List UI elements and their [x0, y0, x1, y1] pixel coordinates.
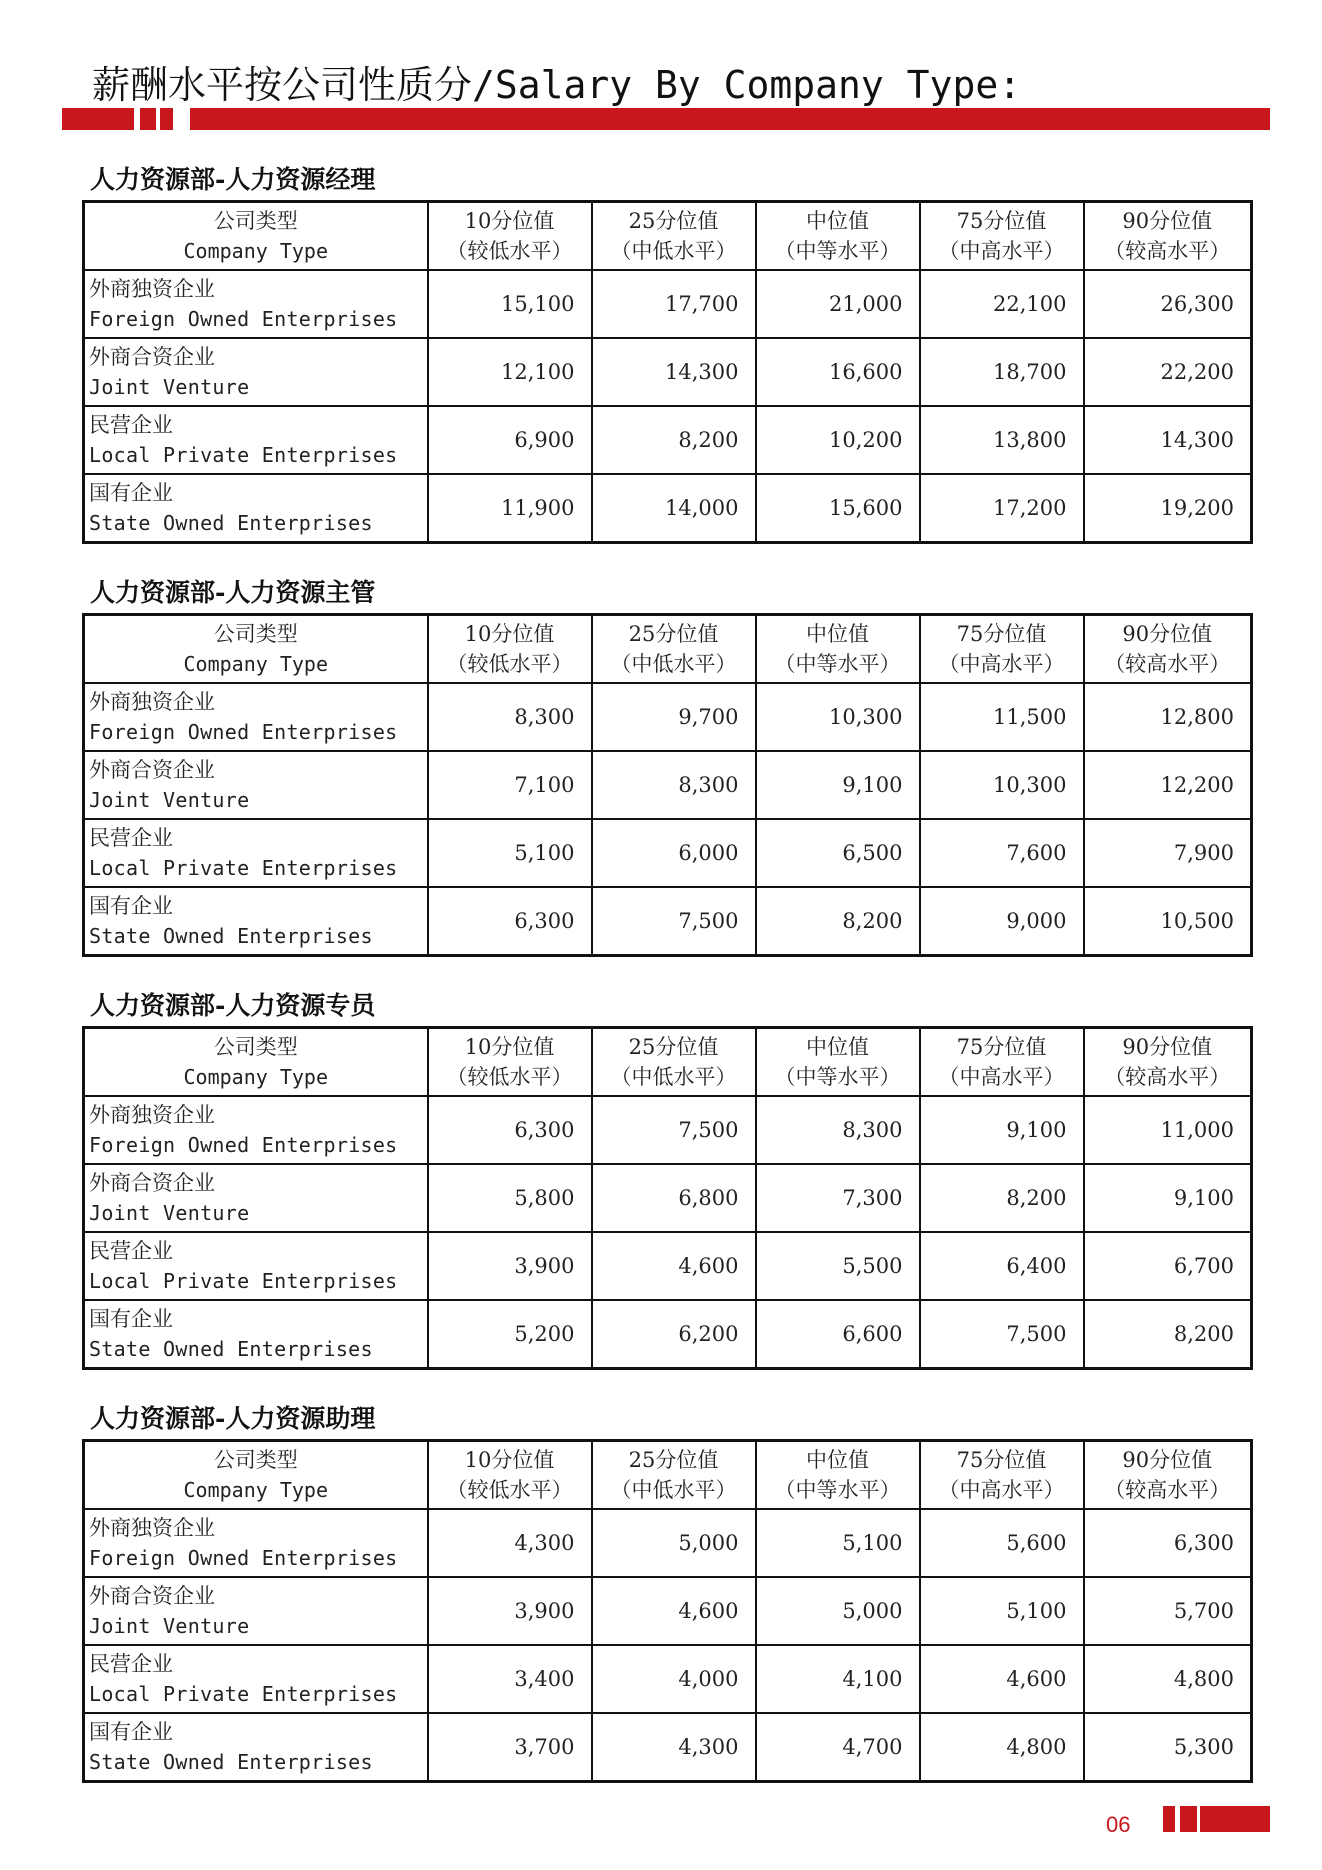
header-p25-bottom: （中低水平） — [610, 1065, 737, 1089]
table-header-row — [84, 615, 1252, 684]
company-type-cell — [84, 751, 428, 819]
salary-value-p50: 8,300 — [756, 1096, 920, 1164]
header-p25 — [592, 1441, 756, 1510]
salary-value-p10: 15,100 — [428, 270, 592, 338]
salary-value-p90: 12,800 — [1084, 683, 1252, 751]
table-header-row — [84, 1441, 1252, 1510]
header-p90-top: 90分位值 — [1122, 1448, 1213, 1472]
table-row — [84, 1713, 1252, 1782]
title-accent-bar-main — [190, 108, 1270, 130]
header-p75 — [920, 1028, 1084, 1097]
header-p25-bottom: （中低水平） — [610, 239, 737, 263]
header-p25-bottom: （中低水平） — [610, 1478, 737, 1502]
section-title: 人力资源部-人力资源专员 — [90, 991, 376, 1020]
salary-table — [82, 200, 1253, 544]
salary-value-p90: 11,000 — [1084, 1096, 1252, 1164]
footer-accent-bar-main — [1200, 1806, 1270, 1832]
table-row — [84, 887, 1252, 956]
company-en: State Owned Enterprises — [89, 1337, 373, 1361]
salary-value-p75: 4,800 — [920, 1713, 1084, 1782]
table-row — [84, 819, 1252, 887]
header-p25-top: 25分位值 — [628, 622, 719, 646]
header-company-en: Company Type — [183, 652, 328, 676]
header-p50 — [756, 202, 920, 271]
salary-value-p50: 4,700 — [756, 1713, 920, 1782]
header-p10-bottom: （较低水平） — [446, 652, 573, 676]
header-p50-bottom: （中等水平） — [774, 652, 901, 676]
header-p10-top: 10分位值 — [464, 209, 555, 233]
header-p50 — [756, 1441, 920, 1510]
company-cn: 国有企业 — [89, 481, 173, 505]
company-cn: 外商合资企业 — [89, 1584, 215, 1608]
header-p75-bottom: （中高水平） — [938, 239, 1065, 263]
salary-value-p25: 9,700 — [592, 683, 756, 751]
salary-value-p75: 9,000 — [920, 887, 1084, 956]
header-p90-bottom: （较高水平） — [1104, 1065, 1231, 1089]
salary-value-p90: 4,800 — [1084, 1645, 1252, 1713]
company-cn: 外商独资企业 — [89, 1103, 215, 1127]
header-p90 — [1084, 1028, 1252, 1097]
salary-value-p25: 4,600 — [592, 1577, 756, 1645]
header-p10 — [428, 1441, 592, 1510]
page-number: 06 — [1106, 1812, 1131, 1837]
company-cn: 民营企业 — [89, 826, 173, 850]
header-p75-top: 75分位值 — [956, 1035, 1047, 1059]
company-en: Local Private Enterprises — [89, 443, 398, 467]
header-p75-bottom: （中高水平） — [938, 1065, 1065, 1089]
salary-value-p90: 19,200 — [1084, 474, 1252, 543]
salary-value-p10: 6,300 — [428, 1096, 592, 1164]
salary-value-p50: 21,000 — [756, 270, 920, 338]
header-company-en: Company Type — [183, 1478, 328, 1502]
salary-value-p50: 15,600 — [756, 474, 920, 543]
header-p90 — [1084, 1441, 1252, 1510]
header-p50-top: 中位值 — [806, 209, 869, 233]
salary-value-p90: 12,200 — [1084, 751, 1252, 819]
salary-value-p50: 5,100 — [756, 1509, 920, 1577]
salary-value-p50: 10,200 — [756, 406, 920, 474]
header-p25-top: 25分位值 — [628, 209, 719, 233]
table-row — [84, 683, 1252, 751]
salary-value-p25: 4,300 — [592, 1713, 756, 1782]
header-p25 — [592, 615, 756, 684]
salary-value-p50: 8,200 — [756, 887, 920, 956]
header-p75-top: 75分位值 — [956, 1448, 1047, 1472]
salary-value-p75: 10,300 — [920, 751, 1084, 819]
company-en: Joint Venture — [89, 1201, 250, 1225]
salary-section — [82, 986, 1250, 1370]
salary-value-p75: 4,600 — [920, 1645, 1084, 1713]
table-row — [84, 1645, 1252, 1713]
header-company-type — [84, 1028, 428, 1097]
salary-table — [82, 1439, 1253, 1783]
header-p90-bottom: （较高水平） — [1104, 1478, 1231, 1502]
salary-value-p50: 4,100 — [756, 1645, 920, 1713]
company-type-cell — [84, 338, 428, 406]
salary-value-p75: 6,400 — [920, 1232, 1084, 1300]
company-type-cell — [84, 887, 428, 956]
footer-accent-bar-block-1 — [1163, 1806, 1175, 1832]
table-row — [84, 338, 1252, 406]
salary-value-p90: 6,300 — [1084, 1509, 1252, 1577]
header-p25-top: 25分位值 — [628, 1035, 719, 1059]
header-p50 — [756, 615, 920, 684]
salary-value-p50: 7,300 — [756, 1164, 920, 1232]
salary-value-p75: 8,200 — [920, 1164, 1084, 1232]
company-cn: 外商独资企业 — [89, 277, 215, 301]
header-company-type — [84, 615, 428, 684]
table-row — [84, 1577, 1252, 1645]
header-company-cn: 公司类型 — [213, 1035, 298, 1059]
header-p10 — [428, 202, 592, 271]
salary-table — [82, 1026, 1253, 1370]
salary-value-p10: 5,800 — [428, 1164, 592, 1232]
salary-value-p25: 6,800 — [592, 1164, 756, 1232]
company-cn: 外商合资企业 — [89, 345, 215, 369]
header-p10-bottom: （较低水平） — [446, 1478, 573, 1502]
table-row — [84, 751, 1252, 819]
title-accent-bar-block-1 — [140, 108, 156, 130]
salary-value-p10: 3,900 — [428, 1232, 592, 1300]
salary-value-p25: 14,300 — [592, 338, 756, 406]
company-en: Joint Venture — [89, 1614, 250, 1638]
table-row — [84, 1164, 1252, 1232]
header-p75-top: 75分位值 — [956, 622, 1047, 646]
company-type-cell — [84, 270, 428, 338]
salary-value-p10: 6,300 — [428, 887, 592, 956]
salary-value-p75: 7,500 — [920, 1300, 1084, 1369]
company-cn: 外商独资企业 — [89, 1516, 215, 1540]
salary-value-p25: 7,500 — [592, 887, 756, 956]
header-p75-top: 75分位值 — [956, 209, 1047, 233]
salary-value-p75: 18,700 — [920, 338, 1084, 406]
company-en: Foreign Owned Enterprises — [89, 1546, 398, 1570]
header-p90-top: 90分位值 — [1122, 622, 1213, 646]
company-en: Joint Venture — [89, 375, 250, 399]
table-row — [84, 1509, 1252, 1577]
salary-value-p90: 5,700 — [1084, 1577, 1252, 1645]
salary-value-p90: 5,300 — [1084, 1713, 1252, 1782]
salary-value-p10: 3,400 — [428, 1645, 592, 1713]
salary-section — [82, 1399, 1250, 1783]
table-row — [84, 1096, 1252, 1164]
salary-value-p10: 3,700 — [428, 1713, 592, 1782]
company-cn: 国有企业 — [89, 1720, 173, 1744]
company-en: Joint Venture — [89, 788, 250, 812]
header-p10-bottom: （较低水平） — [446, 1065, 573, 1089]
header-p50 — [756, 1028, 920, 1097]
header-p75-bottom: （中高水平） — [938, 1478, 1065, 1502]
company-cn: 外商合资企业 — [89, 758, 215, 782]
salary-value-p75: 5,100 — [920, 1577, 1084, 1645]
salary-value-p10: 12,100 — [428, 338, 592, 406]
header-p10-top: 10分位值 — [464, 622, 555, 646]
company-type-cell — [84, 1164, 428, 1232]
header-company-cn: 公司类型 — [213, 209, 298, 233]
header-p75 — [920, 202, 1084, 271]
title-accent-bar-left — [62, 108, 134, 130]
company-en: Foreign Owned Enterprises — [89, 720, 398, 744]
salary-value-p75: 22,100 — [920, 270, 1084, 338]
company-en: State Owned Enterprises — [89, 511, 373, 535]
page-title: 薪酬水平按公司性质分/Salary By Company Type: — [92, 63, 1022, 107]
company-type-cell — [84, 406, 428, 474]
header-company-en: Company Type — [183, 1065, 328, 1089]
salary-value-p10: 5,100 — [428, 819, 592, 887]
header-p25-top: 25分位值 — [628, 1448, 719, 1472]
salary-value-p10: 7,100 — [428, 751, 592, 819]
company-cn: 民营企业 — [89, 413, 173, 437]
company-cn: 外商独资企业 — [89, 690, 215, 714]
company-en: Local Private Enterprises — [89, 1682, 398, 1706]
salary-value-p25: 7,500 — [592, 1096, 756, 1164]
salary-value-p25: 4,600 — [592, 1232, 756, 1300]
salary-value-p90: 10,500 — [1084, 887, 1252, 956]
header-p25 — [592, 202, 756, 271]
company-type-cell — [84, 1232, 428, 1300]
salary-value-p50: 6,600 — [756, 1300, 920, 1369]
salary-value-p10: 6,900 — [428, 406, 592, 474]
header-p50-top: 中位值 — [806, 1035, 869, 1059]
section-title: 人力资源部-人力资源主管 — [90, 578, 376, 607]
salary-value-p50: 10,300 — [756, 683, 920, 751]
salary-value-p75: 17,200 — [920, 474, 1084, 543]
table-row — [84, 1232, 1252, 1300]
header-p90-top: 90分位值 — [1122, 209, 1213, 233]
table-header-row — [84, 1028, 1252, 1097]
header-company-cn: 公司类型 — [213, 1448, 298, 1472]
header-p50-top: 中位值 — [806, 1448, 869, 1472]
salary-value-p25: 6,000 — [592, 819, 756, 887]
company-cn: 民营企业 — [89, 1652, 173, 1676]
salary-value-p75: 7,600 — [920, 819, 1084, 887]
salary-value-p50: 6,500 — [756, 819, 920, 887]
company-type-cell — [84, 1300, 428, 1369]
salary-value-p25: 4,000 — [592, 1645, 756, 1713]
salary-value-p10: 11,900 — [428, 474, 592, 543]
company-en: Local Private Enterprises — [89, 856, 398, 880]
company-cn: 国有企业 — [89, 894, 173, 918]
section-title: 人力资源部-人力资源助理 — [90, 1404, 376, 1433]
salary-value-p25: 8,200 — [592, 406, 756, 474]
company-en: Foreign Owned Enterprises — [89, 307, 398, 331]
company-cn: 国有企业 — [89, 1307, 173, 1331]
salary-section — [82, 160, 1250, 544]
company-en: State Owned Enterprises — [89, 924, 373, 948]
header-p75 — [920, 1441, 1084, 1510]
footer-accent-bar-block-2 — [1180, 1806, 1197, 1832]
salary-value-p75: 5,600 — [920, 1509, 1084, 1577]
table-row — [84, 474, 1252, 543]
header-p25 — [592, 1028, 756, 1097]
header-p90-top: 90分位值 — [1122, 1035, 1213, 1059]
header-p50-bottom: （中等水平） — [774, 1478, 901, 1502]
salary-value-p10: 8,300 — [428, 683, 592, 751]
salary-value-p10: 5,200 — [428, 1300, 592, 1369]
header-p10-top: 10分位值 — [464, 1448, 555, 1472]
salary-value-p50: 9,100 — [756, 751, 920, 819]
table-row — [84, 270, 1252, 338]
company-type-cell — [84, 1577, 428, 1645]
salary-value-p10: 3,900 — [428, 1577, 592, 1645]
company-type-cell — [84, 683, 428, 751]
salary-value-p25: 5,000 — [592, 1509, 756, 1577]
salary-value-p90: 8,200 — [1084, 1300, 1252, 1369]
header-company-type — [84, 1441, 428, 1510]
header-p50-bottom: （中等水平） — [774, 1065, 901, 1089]
company-type-cell — [84, 1645, 428, 1713]
salary-value-p25: 14,000 — [592, 474, 756, 543]
header-p75-bottom: （中高水平） — [938, 652, 1065, 676]
company-cn: 外商合资企业 — [89, 1171, 215, 1195]
header-p10-top: 10分位值 — [464, 1035, 555, 1059]
header-p75 — [920, 615, 1084, 684]
header-company-en: Company Type — [183, 239, 328, 263]
header-p90 — [1084, 615, 1252, 684]
company-cn: 民营企业 — [89, 1239, 173, 1263]
salary-value-p25: 17,700 — [592, 270, 756, 338]
header-p10-bottom: （较低水平） — [446, 239, 573, 263]
salary-value-p90: 7,900 — [1084, 819, 1252, 887]
table-header-row — [84, 202, 1252, 271]
salary-table — [82, 613, 1253, 957]
header-p10 — [428, 1028, 592, 1097]
company-en: State Owned Enterprises — [89, 1750, 373, 1774]
company-en: Local Private Enterprises — [89, 1269, 398, 1293]
company-type-cell — [84, 474, 428, 543]
header-company-cn: 公司类型 — [213, 622, 298, 646]
company-type-cell — [84, 1096, 428, 1164]
company-type-cell — [84, 1713, 428, 1782]
salary-value-p90: 14,300 — [1084, 406, 1252, 474]
section-title: 人力资源部-人力资源经理 — [90, 165, 376, 194]
header-p90 — [1084, 202, 1252, 271]
salary-value-p50: 5,000 — [756, 1577, 920, 1645]
title-accent-bar-block-2 — [160, 108, 173, 130]
header-p50-top: 中位值 — [806, 622, 869, 646]
salary-value-p75: 9,100 — [920, 1096, 1084, 1164]
salary-value-p90: 9,100 — [1084, 1164, 1252, 1232]
header-p90-bottom: （较高水平） — [1104, 239, 1231, 263]
salary-value-p75: 13,800 — [920, 406, 1084, 474]
company-type-cell — [84, 1509, 428, 1577]
company-en: Foreign Owned Enterprises — [89, 1133, 398, 1157]
table-row — [84, 1300, 1252, 1369]
header-p90-bottom: （较高水平） — [1104, 652, 1231, 676]
salary-value-p25: 8,300 — [592, 751, 756, 819]
salary-value-p10: 4,300 — [428, 1509, 592, 1577]
salary-value-p90: 6,700 — [1084, 1232, 1252, 1300]
salary-value-p50: 16,600 — [756, 338, 920, 406]
salary-value-p90: 22,200 — [1084, 338, 1252, 406]
company-type-cell — [84, 819, 428, 887]
header-company-type — [84, 202, 428, 271]
salary-section — [82, 573, 1250, 957]
salary-value-p90: 26,300 — [1084, 270, 1252, 338]
header-p25-bottom: （中低水平） — [610, 652, 737, 676]
table-row — [84, 406, 1252, 474]
header-p50-bottom: （中等水平） — [774, 239, 901, 263]
salary-value-p75: 11,500 — [920, 683, 1084, 751]
salary-value-p50: 5,500 — [756, 1232, 920, 1300]
header-p10 — [428, 615, 592, 684]
salary-value-p25: 6,200 — [592, 1300, 756, 1369]
